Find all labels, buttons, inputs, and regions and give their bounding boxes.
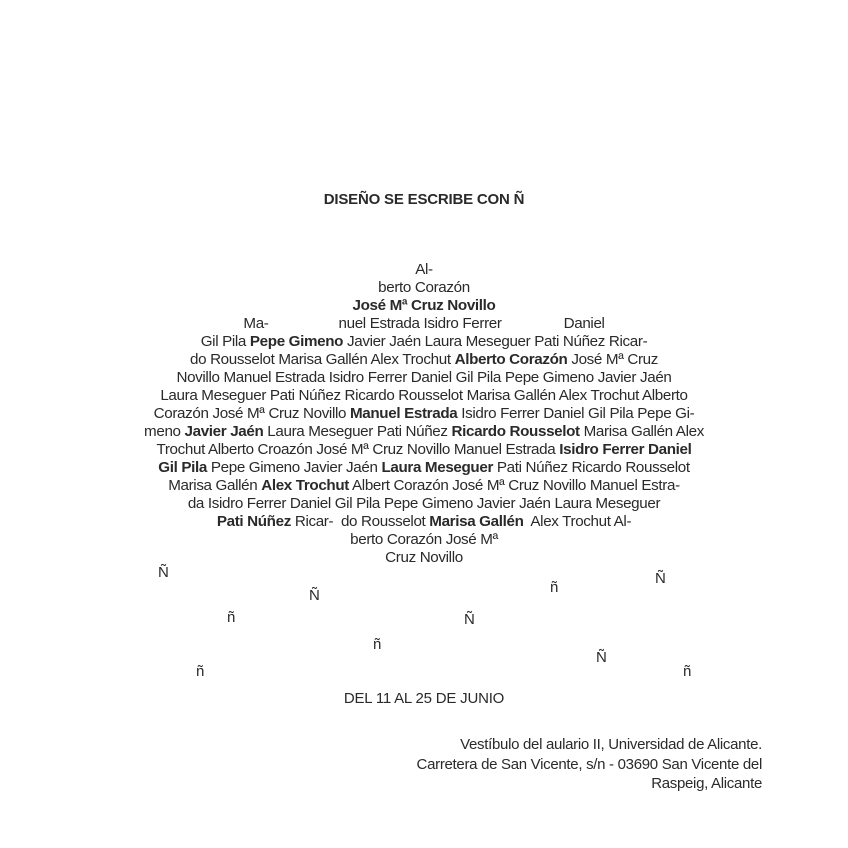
poem-name-bold: José Mª Cruz Novillo xyxy=(352,297,496,314)
enye-letter: ñ xyxy=(550,579,559,596)
poem-name-bold: Alex Trochut xyxy=(261,477,349,494)
exhibition-dates: DEL 11 AL 25 DE JUNIO xyxy=(343,690,505,707)
poem-line xyxy=(0,261,848,279)
poem-text: Pati Núñez Ricardo Rousselot xyxy=(493,459,690,476)
poem-name-bold: Marisa Gallén xyxy=(429,513,524,530)
enye-letter: Ñ xyxy=(655,570,666,587)
poem-text: Cruz Novillo xyxy=(385,549,463,566)
poem-text: Javier Jaén Laura Meseguer Pati Núñez Ricar- xyxy=(343,333,648,350)
poem-name-bold: Isidro Ferrer Daniel xyxy=(559,441,692,458)
poem-text: Marisa Gallén Alex xyxy=(579,423,704,440)
poem-text: Laura Meseguer Pati Núñez xyxy=(263,423,452,440)
enye-letter: ñ xyxy=(196,663,205,680)
poem-text: Marisa Gallén xyxy=(168,477,262,494)
poster-title: DISEÑO SE ESCRIBE CON Ñ xyxy=(323,191,525,208)
poem-name-bold: Ricardo Rousselot xyxy=(451,423,580,440)
poem-name-bold: Pepe Gimeno xyxy=(249,333,344,350)
poem-line xyxy=(0,351,848,369)
poem-name-bold: Pati Núñez xyxy=(216,513,291,530)
poem-text: Alex Trochut Al- xyxy=(523,513,632,530)
poem-text: Daniel xyxy=(563,315,605,332)
poem-line xyxy=(0,387,848,405)
poem-line xyxy=(0,531,848,549)
enye-letter: Ñ xyxy=(158,564,169,581)
poem-text: Ricar- do Rousselot xyxy=(290,513,430,530)
enye-letter: ñ xyxy=(227,609,236,626)
enye-letter: ñ xyxy=(373,636,382,653)
poem-name-bold: Laura Meseguer xyxy=(381,459,494,476)
poem-text: Corazón José Mª Cruz Novillo xyxy=(153,405,350,422)
poem-text: Pepe Gimeno Javier Jaén xyxy=(206,459,382,476)
poem-line xyxy=(0,549,848,567)
poem-text: Trochut Alberto Croazón José Mª Cruz Novillo Manuel Estrada xyxy=(156,441,560,458)
poem-text: Ma- xyxy=(243,315,269,332)
poem-line xyxy=(0,279,848,297)
venue-line: Carretera de San Vicente, s/n - 03690 San Vicente del xyxy=(416,755,762,773)
poem-text: meno xyxy=(144,423,185,440)
enye-letter: ñ xyxy=(683,663,692,680)
enye-letter: Ñ xyxy=(309,587,320,604)
poem-line xyxy=(0,495,848,513)
poem-name-bold: Manuel Estrada xyxy=(349,405,458,422)
poem-text: do Rousselot Marisa Gallén Alex Trochut xyxy=(190,351,455,368)
poem-text: berto Corazón José Mª xyxy=(350,531,498,548)
poem-line xyxy=(0,369,848,387)
poem-text: Novillo Manuel Estrada Isidro Ferrer Daniel Gil Pila Pepe Gimeno Javier Jaén xyxy=(176,369,672,386)
poem-text: nuel Estrada Isidro Ferrer xyxy=(338,315,502,332)
venue-line: Vestíbulo del aulario II, Universidad de Alicante. xyxy=(460,736,762,753)
name-poem xyxy=(0,261,848,567)
poem-text: Gil Pila xyxy=(200,333,250,350)
poem-text: Al- xyxy=(415,261,433,278)
poem-line xyxy=(0,441,848,459)
poem-text: da Isidro Ferrer Daniel Gil Pila Pepe Gimeno Javier Jaén Laura Meseguer xyxy=(187,495,661,512)
poem-text: José Mª Cruz xyxy=(567,351,658,368)
poem-text: Laura Meseguer Pati Núñez Ricardo Rousselot Marisa Gallén Alex Trochut Alberto xyxy=(160,387,688,404)
poem-name-bold: Javier Jaén xyxy=(184,423,264,440)
enye-letter: Ñ xyxy=(596,649,607,666)
poem-text: Isidro Ferrer Daniel Gil Pila Pepe Gi- xyxy=(457,405,695,422)
poem-line xyxy=(0,423,848,441)
poem-text: Albert Corazón José Mª Cruz Novillo Manuel Estra- xyxy=(349,477,680,494)
poem-line xyxy=(0,297,848,315)
poem-line xyxy=(0,513,848,531)
venue-line: Raspeig, Alicante xyxy=(651,775,762,792)
poem-line xyxy=(0,333,848,351)
enye-letter: Ñ xyxy=(464,611,475,628)
poem-name-bold: Alberto Corazón xyxy=(454,351,568,368)
poem-line xyxy=(0,315,848,333)
venue-address xyxy=(417,735,762,794)
poem-line xyxy=(0,477,848,495)
poem-line xyxy=(0,459,848,477)
poem-line xyxy=(0,405,848,423)
poem-name-bold: Gil Pila xyxy=(158,459,207,476)
poem-text: berto Corazón xyxy=(378,279,470,296)
